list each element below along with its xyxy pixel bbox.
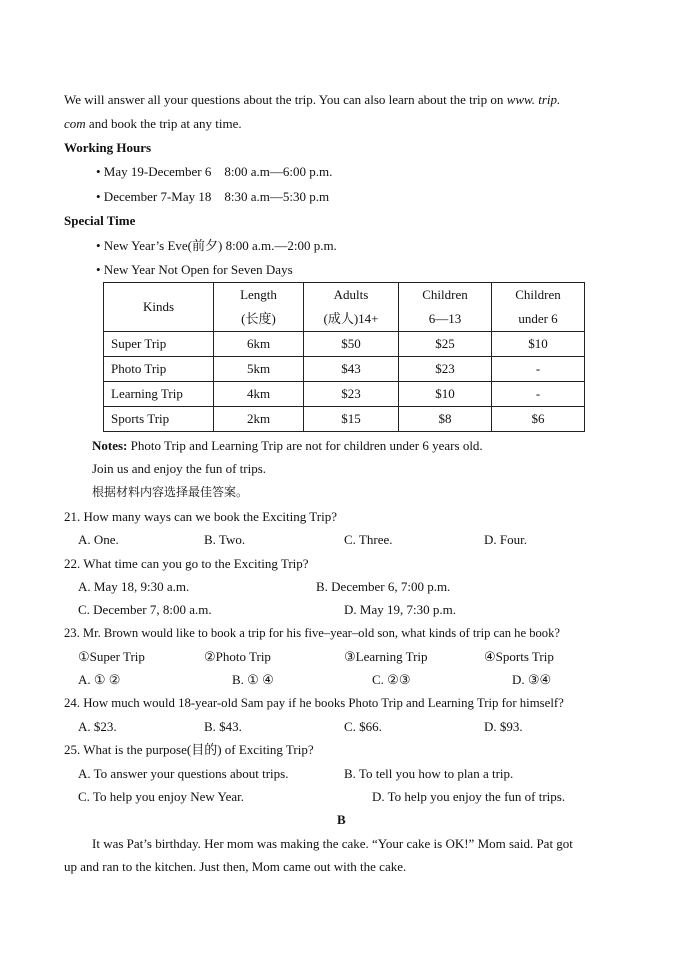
table-row [104,332,585,357]
trip-price-table [103,282,585,432]
question-22-stem: 22. What time can you go to the Exciting Trip? [64,556,309,571]
q24-option-c: C. $66. [344,719,382,734]
section-b-line-2: up and ran to the kitchen. Just then, Mom came out with the cake. [64,859,407,874]
notes-text: Photo Trip and Learning Trip are not for children under 6 years old. [127,438,483,453]
q22-option-b: B. December 6, 7:00 p.m. [316,579,451,594]
instruction-line: 根据材料内容选择最佳答案。 [92,485,249,499]
special-time-item-1: • New Year’s Eve(前夕) 8:00 a.m.—2:00 p.m. [96,238,337,253]
q23-option-a: A. ① ② [78,672,121,687]
intro-line-2 [64,115,242,133]
table-row [104,357,585,382]
table-cell: $50 [304,332,399,357]
table-cell: Photo Trip [104,357,214,382]
table-cell: $10 [399,382,492,407]
table-cell: $23 [399,357,492,382]
notes-line [92,437,483,455]
table-row [104,382,585,407]
table-cell: $23 [304,382,399,407]
q23-choice-1: ①Super Trip [78,649,145,664]
table-cell: $25 [399,332,492,357]
question-21-stem: 21. How many ways can we book the Exciting Trip? [64,509,337,524]
table-cell: 4km [214,382,304,407]
join-line: Join us and enjoy the fun of trips. [92,461,267,476]
table-cell: $15 [304,407,399,432]
q23-option-c: C. ②③ [372,672,411,687]
question-24-stem: 24. How much would 18-year-old Sam pay if he books Photo Trip and Learning Trip for himself? [64,696,564,710]
q24-option-b: B. $43. [204,719,242,734]
table-cell: - [492,382,585,407]
q25-option-a: A. To answer your questions about trips. [78,766,289,781]
table-cell: 2km [214,407,304,432]
q22-option-d: D. May 19, 7:30 p.m. [344,602,456,617]
table-cell: Sports Trip [104,407,214,432]
q23-option-d: D. ③④ [512,672,552,687]
q24-option-d: D. $93. [484,719,523,734]
q21-option-c: C. Three. [344,532,393,547]
header-adults: Adults (成人)14+ [304,283,399,332]
q21-option-a: A. One. [78,532,119,547]
q23-option-b: B. ① ④ [232,672,274,687]
q22-option-c: C. December 7, 8:00 a.m. [78,602,212,617]
q24-option-a: A. $23. [78,719,117,734]
working-hours-heading: Working Hours [64,140,152,155]
q25-option-b: B. To tell you how to plan a trip. [344,766,514,781]
special-time-item-2: • New Year Not Open for Seven Days [96,262,293,277]
table-cell: $10 [492,332,585,357]
intro-line-1 [64,91,560,109]
q25-option-c: C. To help you enjoy New Year. [78,789,245,804]
q23-choice-3: ③Learning Trip [344,649,428,664]
table-cell: $8 [399,407,492,432]
working-hours-item-1: • May 19-December 6 8:00 a.m—6:00 p.m. [96,164,333,179]
question-23-stem: 23. Mr. Brown would like to book a trip for his five–year–old son, what kinds of trip can he book? [64,626,560,640]
table-cell: - [492,357,585,382]
header-children-6-13: Children 6—13 [399,283,492,332]
table-cell: Learning Trip [104,382,214,407]
header-kinds: Kinds [104,283,214,332]
special-time-heading: Special Time [64,213,136,228]
section-b-line-1: It was Pat’s birthday. Her mom was making the cake. “Your cake is OK!” Mom said. Pat got [92,836,573,851]
header-children-under-6: Children under 6 [492,283,585,332]
notes-label: Notes: [92,438,128,453]
table-cell: 6km [214,332,304,357]
table-row [104,407,585,432]
q25-option-d: D. To help you enjoy the fun of trips. [372,789,566,804]
q21-option-d: D. Four. [484,532,527,547]
table-cell: 5km [214,357,304,382]
intro-text: We will answer all your questions about the trip. You can also learn about the trip on [64,92,507,107]
section-b-heading: B [337,812,346,827]
table-cell: Super Trip [104,332,214,357]
question-25-stem: 25. What is the purpose(目的) of Exciting Trip? [64,742,314,757]
header-length: Length (长度) [214,283,304,332]
intro-url-part2: com [64,116,86,131]
q23-choice-2: ②Photo Trip [204,649,271,664]
q21-option-b: B. Two. [204,532,246,547]
q23-choice-4: ④Sports Trip [484,649,554,664]
intro-url-part1: www. trip. [506,92,561,107]
intro-text-rest: and book the trip at any time. [85,116,242,131]
table-cell: $43 [304,357,399,382]
q22-option-a: A. May 18, 9:30 a.m. [78,579,190,594]
table-cell: $6 [492,407,585,432]
working-hours-item-2: • December 7-May 18 8:30 a.m—5:30 p.m [96,189,330,204]
table-header-row [104,283,585,332]
